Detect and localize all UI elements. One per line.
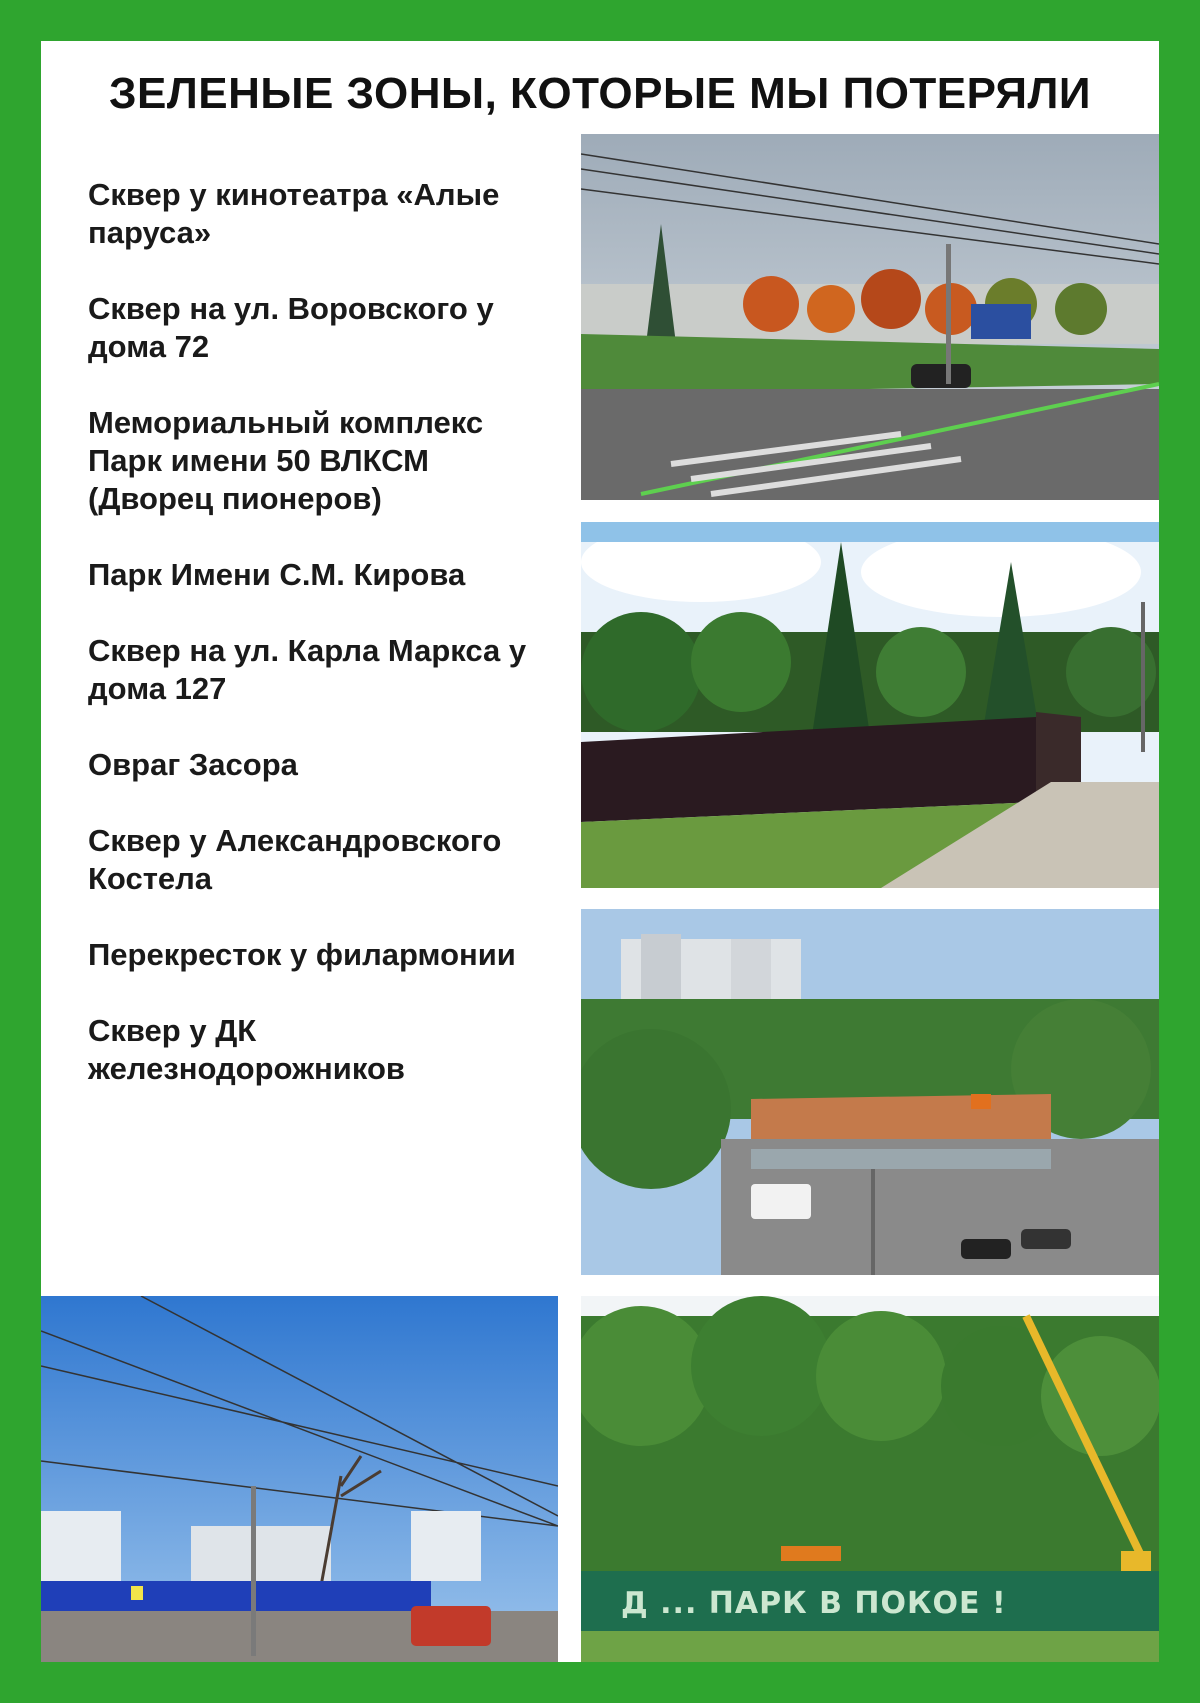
list-item: Овраг Засора <box>88 747 298 782</box>
list-item: Сквер у кинотеатра «Алые паруса» <box>88 177 500 250</box>
list-item: Сквер на ул. Карла Маркса у дома 127 <box>88 633 527 706</box>
list-item: Сквер на ул. Воровского у дома 72 <box>88 291 494 364</box>
list-item: Сквер у ДК железнодорожников <box>88 1013 405 1086</box>
photo-street-blue-fence <box>41 1296 558 1662</box>
page-title: ЗЕЛЕНЫЕ ЗОНЫ, КОТОРЫЕ МЫ ПОТЕРЯЛИ <box>108 69 1092 118</box>
lost-zones-list <box>88 176 558 1126</box>
photo-construction-site <box>581 909 1159 1275</box>
list-item: Перекресток у филармонии <box>88 937 516 972</box>
fence-graffiti: Д ... ПАРК В ПОКОЕ ! <box>621 1586 1007 1621</box>
poster-panel <box>41 41 1159 1662</box>
list-item: Мемориальный комплекс Парк имени 50 ВЛКСМ (Дворец пионеров) <box>88 405 484 516</box>
list-item: Парк Имени С.М. Кирова <box>88 557 466 592</box>
photo-street-autumn-trees <box>581 134 1159 500</box>
photo-trees-crane-fence <box>581 1296 1159 1662</box>
list-item: Сквер у Александровского Костела <box>88 823 502 896</box>
photo-park-fence <box>581 522 1159 888</box>
